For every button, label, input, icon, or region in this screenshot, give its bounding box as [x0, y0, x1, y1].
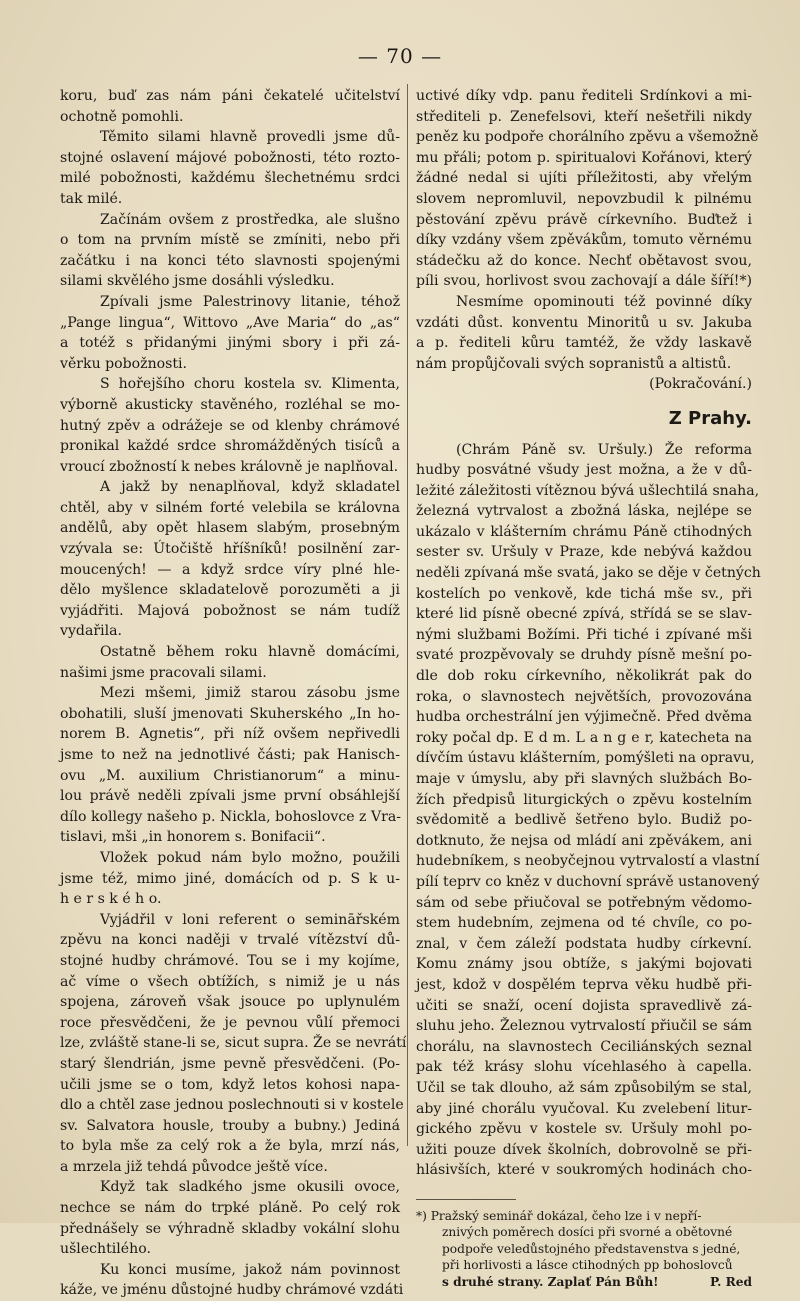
- text-line: pak též krásy slohu vícehlasého à capella.: [416, 1059, 752, 1076]
- text-line: lou právě neděli zpívali jsme první obsáhlejší: [60, 788, 400, 805]
- text-line: o tom na prvním místě se zmíniti, nebo při: [60, 232, 400, 249]
- text-line: sester sv. Uršuly v Praze, kde nebývá každou: [416, 544, 752, 561]
- text-line: učili jsme se o tom, když letos kohosi napa-: [60, 1076, 400, 1093]
- footnote-line-text: s druhé strany. Zaplať Pán Bůh!: [442, 1274, 659, 1289]
- text-line: sluhu jeho. Železnou vytrvalostí přiučil se sám: [416, 1018, 752, 1035]
- text-line: nám propůjčovali svých sopranistů a altistů.: [416, 355, 732, 372]
- text-line: Učil se tak dlouho, až sám způsobilým se stal,: [416, 1079, 752, 1096]
- text-line: znal, v čem záleží podstata hudby církevní.: [416, 935, 752, 952]
- text-line: které lid písně obecné zpívá, střídá se se slav-: [416, 606, 752, 623]
- text-line: hudby posvátné všudy jest možna, a že v dů-: [416, 462, 752, 479]
- text-line: pěstování zpěvu právě církevního. Buďtež i: [416, 211, 752, 228]
- text-line: dotknuto, že nejsa od mládí ani zpěvákem, ani: [416, 832, 752, 849]
- right-column: [416, 86, 761, 1290]
- text-line: a totéž s přidanými jinými sbory i při zá-: [60, 335, 400, 352]
- text-line: dle dob roku církevního, několikrát pak do: [416, 668, 752, 685]
- text-line: roce přesvědčeni, že je pevnou vůlí přemoci: [60, 1014, 400, 1031]
- text-line: učiti se snaží, ocení dojista spravedlivě zá-: [416, 997, 752, 1014]
- text-line: aby jiné chorálu vyučoval. Ku zvelebení litur-: [416, 1100, 752, 1117]
- text-line: spojena, zároveň však jsouce po uplynulém: [60, 994, 400, 1011]
- text-line: silami skvělého jsme dosáhli výsledku.: [60, 273, 335, 290]
- text-line: chtěl, aby v silném forté velebila se královna: [60, 499, 400, 516]
- text-line: chorálu, na slavnostech Ceciliánských seznal: [416, 1038, 752, 1055]
- text-line: dlo a chtěl zase jednou poslechnouti si v kostele: [60, 1097, 404, 1114]
- text-line: sám od sebe přiučoval se potřebným vědomo-: [416, 894, 752, 911]
- text-line: střediteli p. Zenefelsovi, kteří nešetřili nikdy: [416, 108, 752, 125]
- text-line: jsme to než na jednotlivé části; pak Hanisch-: [60, 747, 400, 763]
- text-line: hudba orchestrální jen výjimečně. Před dvěma: [416, 709, 752, 726]
- text-line: roka, o slavnostech největších, provozována: [416, 688, 752, 705]
- text-line: stádečku až do konce. Nechť obětavost svou,: [416, 252, 752, 269]
- text-line: gického zpěvu v kostele sv. Uršuly mohl po-: [416, 1121, 752, 1138]
- text-line: hutný zpěv a odrážeje se od klenby chrámové: [60, 417, 400, 434]
- text-line: Zpívali jsme Palestrinovy litanie, téhož: [100, 293, 400, 310]
- text-line: začátku i na konci této slavnosti spojenými: [60, 252, 400, 269]
- text-line: hlásivších, které v soukromých hodinách cho-: [416, 1162, 752, 1179]
- text-line: vzdáti důst. konventu Minoritů u sv. Jakuba: [416, 314, 752, 331]
- text-line: ač víme o všech obtížích, s nimiž je u nás: [60, 973, 400, 990]
- text-line: ochotně pomohli.: [60, 108, 184, 125]
- text-line: svědomitě a bedlivě šetřeno bylo. Budiž po-: [416, 812, 752, 829]
- text-line: dílo kollegy našeho p. Nickla, bohoslovce z Vra-: [60, 808, 402, 825]
- text-line: užiti pouze dívek školních, dobrovolně se při-: [416, 1141, 752, 1158]
- text-line: pílí teprv co kněz v duchovní správě ustanovený: [416, 873, 760, 890]
- text-line: železná vytrvalost a zbožná láska, nejlépe se: [416, 503, 752, 520]
- text-line: ušlechtilého.: [60, 1241, 151, 1258]
- text-line: Těmito silami hlavně provedli jsme dů-: [100, 129, 400, 146]
- footnote-divider: [416, 1199, 516, 1200]
- text-line: a p. řediteli kůru tamtéž, že vždy laskavě: [416, 335, 752, 352]
- text-line: Vložek pokud nám bylo možno, použili: [100, 849, 400, 866]
- text-line: Ostatně během roku hlavně domácími,: [100, 644, 400, 661]
- text-line: (Chrám Páně sv. Uršuly.) Že reforma: [456, 441, 752, 458]
- text-line: svaté prozpěvovaly se druhdy písně mešní po-: [416, 647, 752, 664]
- text-line: peněz ku podpoře chorálního zpěvu a všemožně: [416, 129, 759, 146]
- text-line: milé pobožnosti, každému šlechetnému srdci: [60, 170, 400, 187]
- text-line: vroucí zbožností k nebes královně je naplňoval.: [60, 458, 399, 475]
- text-line: S hořejšího choru kostela sv. Klimenta,: [100, 376, 400, 393]
- text-line: andělů, aby opět hlasem slabým, prosebným: [60, 520, 400, 537]
- text-line: norem B. Agnetis“, při níž ovšem nepřivedli: [60, 726, 400, 743]
- continuation-note: (Pokračování.): [649, 376, 752, 393]
- text-line: stojné hudby chrámové. Tou se i my kojíme,: [60, 952, 400, 969]
- text-line: vzývala se: Útočiště hříšníků! posilnění zar-: [60, 541, 400, 558]
- text-line: káže, ve jménu důstojné hudby chrámové vzdáti: [60, 1282, 404, 1299]
- text-line: ovu „M. auxilium Christianorum“ a minu-: [60, 767, 400, 784]
- left-column: [60, 86, 407, 1301]
- text-line: žích předpisů liturgických o zpěvu kostelním: [416, 791, 752, 808]
- text-line: tak milé.: [60, 190, 123, 207]
- text-line: přednášely se výhradně skladby vokální slohu: [60, 1220, 400, 1237]
- text-line: lze, zvláště stane-li se, sicut supra. Že se nevrátí: [60, 1035, 407, 1052]
- text-line: obohatili, sluší jmenovati Skuherského „In ho-: [60, 705, 400, 722]
- text-line: sv. Salvatora housle, trouby a bubny.) Jediná: [60, 1117, 400, 1134]
- text-line: to byla mše za celý rok a že byla, mrzí nás,: [60, 1138, 400, 1155]
- footnote-line: [416, 1274, 752, 1290]
- text-line: neděli zpívaná mše svatá, jako se děje v četných: [416, 565, 761, 582]
- footnote-signature: P. Red: [709, 1274, 752, 1289]
- text-line: roky počal dp. E d m. L a n g e r, katecheta na: [416, 729, 752, 746]
- text-line: nechce se nám do trpké pláně. Po celý rok: [60, 1200, 400, 1217]
- text-line: vydařila.: [60, 623, 122, 640]
- text-line: stojné oslavení májové pobožnosti, této rozto-: [60, 149, 400, 166]
- text-line: ukázalo v klášterním chrámu Páně ctihodných: [416, 523, 752, 540]
- footnote-line: znivých poměrech dosíci při svorné a obětovné: [442, 1225, 733, 1240]
- text-line: h e r s k é h o.: [60, 891, 162, 908]
- text-line: věrku pobožnosti.: [60, 355, 188, 372]
- text-line: našimi jsme pracovali silami.: [60, 664, 267, 681]
- page-number: — 70 —: [357, 44, 443, 68]
- text-line: stem hudebním, zejmena od té chvíle, co po-: [416, 915, 752, 932]
- text-line: moucených! — a když srdce víry plné hle-: [60, 561, 400, 578]
- footnote-line: *) Pražský seminář dokázal, čeho lze i v nepří-: [416, 1208, 702, 1223]
- text-line: Začínám ovšem z prostředka, ale slušno: [100, 211, 400, 228]
- text-line: Když tak sladkého jsme okusili ovoce,: [100, 1179, 400, 1196]
- footnote-line: při horlivosti a lásce ctihodných pp bohoslovců: [442, 1258, 733, 1273]
- text-line: výborně akusticky stavěného, rozléhal se mo-: [60, 396, 400, 413]
- text-line: zpěvu na konci naději v trvalé vítězství dů-: [60, 932, 400, 949]
- text-line: a mrzela již tehdá původce ještě více.: [60, 1158, 328, 1175]
- text-line: pronikal každé srdce shromážděných tisíců a: [60, 438, 400, 455]
- text-line: Mezi mšemi, jimiž starou zásobu jsme: [100, 685, 400, 702]
- text-line: A jakž by nenaplňoval, když skladatel: [100, 479, 400, 496]
- text-line: Vyjádřil v loni referent o semināřském: [100, 911, 400, 928]
- right-column-top-text: [416, 86, 759, 374]
- text-line: ležité záležitosti vítěznou bývá ušlechtilá snaha,: [416, 482, 760, 499]
- text-line: vyjádřiti. Majová pobožnost se nám tudíž: [60, 602, 400, 619]
- right-column-article-text: [416, 440, 761, 1181]
- text-line: nými službami Božími. Při tiché i zpívané mši: [416, 626, 752, 643]
- text-line: píli svou, horlivost svou zachovají a dále šíří!*): [416, 273, 752, 290]
- text-line: jest, kdož v dospělém teprva věku hudbě při-: [416, 976, 752, 993]
- text-line: starý šlendrián, jsme pevně přesvědčeni. (Po-: [60, 1055, 400, 1072]
- text-line: jsme též, mimo jiné, domácích od p. S k u-: [60, 870, 400, 887]
- text-line: Ku konci musíme, jakož nám povinnost: [100, 1261, 400, 1278]
- text-line: dělo myšlence skladatelově porozuměti a ji: [60, 582, 400, 599]
- text-line: uctivé díky vdp. panu řediteli Srdínkovi a mi-: [416, 88, 752, 104]
- footnote-line: podpoře veledůstojného představenstva s jedné,: [442, 1241, 741, 1256]
- text-line: dívčím ústavu klášterním, pomýšleti na opravu,: [416, 750, 755, 767]
- text-line: díky vzdány všem zpěvákům, tomuto věrnému: [416, 232, 752, 249]
- text-line: „Pange lingua“, Wittovo „Ave Maria“ do „as“: [60, 314, 400, 331]
- text-line: Nesmíme opominouti též povinné díky: [456, 293, 752, 310]
- text-line: kostelích po venkově, kde tichá mše sv., při: [416, 585, 752, 602]
- text-line: slovem nepromluvil, nepovzbudil k pilnému: [416, 190, 752, 207]
- text-line: žádné nedal si ujíti příležitosti, aby vřelým: [416, 170, 752, 187]
- section-heading: Z Prahy.: [668, 407, 752, 429]
- text-line: mu přáli; potom p. spiritualovi Kořánovi, který: [416, 149, 752, 166]
- column-divider: [407, 84, 408, 1146]
- footnote: [416, 1208, 752, 1290]
- text-line: hudebníkem, s neobyčejnou vytrvalostí a vlastní: [416, 853, 760, 870]
- text-line: tislavi, mši „in honorem s. Bonifacii“.: [60, 829, 326, 846]
- text-line: koru, buď zas nám páni čekatelé učitelství: [60, 88, 400, 104]
- text-line: Komu známy jsou obtíže, s jakými bojovati: [416, 956, 752, 973]
- text-line: maje v úmyslu, aby při slavných službách Bo-: [416, 771, 752, 787]
